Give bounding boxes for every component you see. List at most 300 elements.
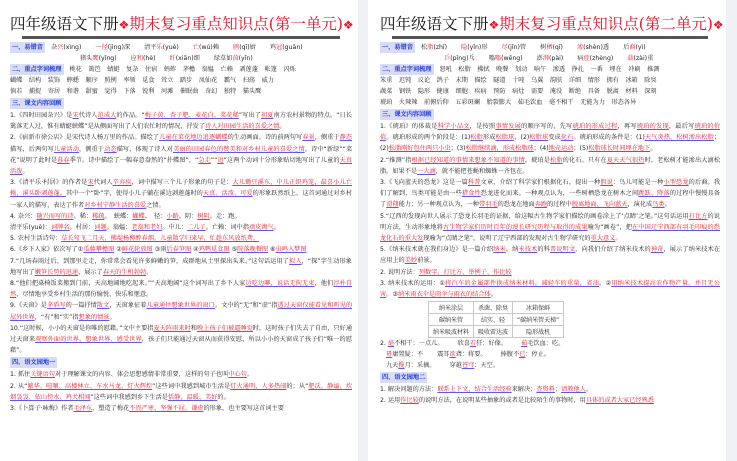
section-heading: 三、课文内容回顾 (382, 111, 432, 118)
highlighted-answer: 松脂继续滴，形成松脂球 (465, 145, 534, 153)
paragraph (10, 300, 352, 322)
vocab-word: 描绘 (474, 77, 487, 84)
paragraph (380, 155, 720, 177)
vocab-word: 照例 (104, 77, 117, 84)
text: 。稀： (73, 212, 93, 220)
highlighted-answer: 跳跃、降落 (638, 190, 670, 198)
text: 。 (273, 224, 280, 232)
highlighted-answer: 淳朴自然 (10, 280, 353, 299)
error-prone-char: 隐 (461, 44, 468, 51)
highlighted-answer: 已 (519, 351, 526, 359)
text: 鸡 (269, 44, 277, 51)
error-prone-char: 湃 (542, 55, 549, 62)
pronunciation-item (502, 42, 527, 53)
vocab-word: 详细 (568, 77, 582, 84)
highlighted-answer: 茅盾写 (47, 302, 66, 310)
highlighted-answer: 毛泽东 (73, 405, 93, 413)
text: 南方农村景物的特点。“日长篱落无人过，惟有蜻蜓蛱蝶”是从侧面写出了人们农忙时的情况，抒发了 (10, 112, 353, 131)
text: 的过程中慢慢具备了 (380, 190, 721, 209)
vocab-word: 催眠曲 (179, 88, 199, 95)
table-cell: 冰箱保鲜 (513, 302, 564, 314)
text: 代词人 (93, 179, 113, 187)
title-topic: 期末复习重点知识点(第一单元) (129, 15, 343, 33)
paragraph (10, 381, 352, 403)
text: 欣喜 (457, 340, 470, 348)
pronunciation-item (421, 42, 447, 53)
highlighted-answer: 瓜藤攀檐图 (83, 246, 115, 254)
page-unit-2 (368, 0, 726, 461)
diamond-icon: ❖ (488, 18, 500, 32)
text: 现喻为“点睛之笔”，说明了辽宁西部的发现对古生物学研究的 (423, 235, 591, 243)
text: 5.《纳米技术就在我们身边》是一篇介绍 (380, 246, 494, 254)
text: 8.“他们把桌椅饭菜搬到门前，天高地阔地吃起来。”“天高地阔”这个词写出了乡下人家 (10, 280, 246, 288)
vocab-word: 蟀蟋 (66, 77, 79, 84)
text: ，他们 (314, 280, 334, 288)
text: ：停止。 (525, 351, 551, 359)
error-prone-char: 载 (627, 55, 634, 62)
vocab-word: 蜻蜓 (107, 66, 120, 73)
text: 。 (279, 123, 286, 131)
text: 时，这时孩子们失去了自由，只好通过天窗来 (10, 324, 353, 344)
highlighted-answer: 将汽车的金属部件换成纳米材料，减轻车的重量，省油 (445, 279, 600, 287)
highlighted-answer: 松脂球长时间埋在地下 (588, 145, 651, 153)
pinyin: (yǐn)形 (467, 44, 488, 51)
highlighted-answer: 词牌名 (50, 224, 70, 232)
vocab-word: 鸽子 (436, 77, 449, 84)
vocab-word: 觉得 (104, 88, 117, 95)
text: ，孩子们只能通过天窗从而获得安慰，所以小小的天窗成了孩子们“唯一的慰藉”。 (10, 336, 353, 355)
vocab-word: 疾病 (474, 88, 487, 95)
pinyin: (qī) (552, 44, 563, 51)
vocab-word: 乌翼 (531, 77, 544, 84)
highlighted-answer: 恬静、温暖、美好 (167, 393, 218, 401)
text: ，塑造了梅花 (92, 405, 130, 413)
highlighted-answer: 茹 (521, 340, 528, 348)
pinyin: (pīng)乓 (450, 55, 475, 62)
pinyin: (yì) (635, 44, 646, 51)
vocab-word: 剥莲蓬 (239, 66, 258, 73)
vocab-word: 复杂 (126, 66, 139, 73)
vocab-word: 霸气 (223, 77, 237, 84)
title-topic: 期末复习重点知识点(第二单元) (499, 15, 713, 33)
vocab-word: 火辣辣 (398, 99, 418, 106)
text: ，是按照 (469, 123, 496, 130)
vocab-word: 桃花 (69, 66, 82, 73)
text: 之情。 (146, 201, 165, 209)
paragraph (380, 384, 720, 395)
word-meaning-row-2 (380, 349, 720, 360)
text: ”“ (210, 156, 218, 164)
highlighted-answer: 事情发展 (495, 123, 522, 130)
nano-application-table (428, 301, 564, 338)
highlighted-answer: 松脂球 (495, 134, 515, 142)
text: 。文中的“无”和“虚”指 (214, 302, 278, 310)
highlighted-answer: 二儿子 (187, 224, 206, 232)
text: ”这些词中我感到城市生活是 (152, 382, 231, 390)
table-cell: 碳纳米管 (429, 314, 474, 326)
text: ④ (191, 246, 199, 254)
word-meaning (437, 349, 487, 360)
error-prone-char: 症 (583, 55, 590, 62)
vocab-row-2 (380, 75, 720, 86)
highlighted-answer: 对乡村宁静生活的喜爱 (84, 201, 147, 209)
highlighted-answer: 具体的或者大家已经熟悉 (585, 397, 654, 405)
text: ”这两个动词十分形象贴切地写出了儿童的 (223, 156, 340, 164)
highlighted-answer: 假说 (600, 179, 613, 187)
text: 2.“推测”指 (380, 156, 412, 164)
page-title (10, 14, 352, 35)
highlighted-answer: 嫩笋长势的迅速 (34, 268, 79, 276)
highlighted-answer: 关键语句 (30, 371, 55, 379)
text: 。阴： (178, 212, 198, 220)
title-grade: 四年级语文下册 (10, 15, 119, 33)
paragraph (380, 177, 720, 211)
pronunciation-item (233, 42, 256, 53)
vocab-word: 一番 (590, 66, 603, 73)
text: ，就不能把苍蝇和蜘蛛一齐包在。 (435, 167, 529, 175)
vocab-word: 细胞 (455, 88, 468, 95)
text: 清平 (144, 44, 157, 51)
vocab-word: 觅食 (142, 77, 155, 84)
text: 。翁媪： (106, 224, 132, 232)
diamond-icon: ❖ (342, 18, 354, 32)
word-meaning (458, 338, 508, 349)
text: ，(2) (514, 134, 530, 142)
text: 能力；另一种观点认为，一种 (398, 201, 479, 209)
text: 嗡 (488, 55, 495, 62)
text: 来解决； (511, 386, 537, 394)
highlighted-answer: 儿童在菜花地边追逐蝴蝶 (159, 134, 228, 142)
word-meaning (450, 360, 500, 371)
table-cell: “碳纳米管天梯” (513, 314, 564, 326)
pronunciation-item (51, 42, 81, 53)
text: ⑥ (268, 246, 276, 254)
paragraph (10, 278, 352, 300)
pronunciation-item (80, 53, 117, 64)
highlighted-answer: 科学小品文 (437, 123, 470, 130)
vocab-word: 晚餐 (496, 66, 509, 73)
vocab-word: 结构 (28, 77, 42, 84)
vocab-word: 松脂 (458, 66, 471, 73)
highlighted-answer: 透过天窗仅能看见和听见的屋外世界 (10, 302, 353, 321)
highlighted-answer: 儿童活动 (53, 145, 79, 153)
highlighted-answer: 查资料 (536, 386, 555, 394)
vocab-word: 埋在 (609, 66, 622, 73)
text: 。 (664, 201, 671, 209)
text: 。③ (386, 291, 398, 299)
text: ，演化成 (627, 201, 653, 209)
text: 的说明方法，在说明某些抽象的或者是比较陌生的事物时，用 (418, 397, 586, 405)
text: ，侧重于 (78, 145, 105, 153)
vocab-word: 耸立 (161, 77, 174, 84)
error-prone-char: 鹰 (92, 55, 99, 62)
error-prone-char: 鸥 (233, 44, 240, 51)
pinyin: (hè) (143, 55, 156, 62)
vocab-word: 挣扎 (571, 66, 584, 73)
vocab-word: 十吨 (512, 77, 525, 84)
vocab-word: 材料 (625, 88, 638, 95)
text: 9.《天窗》是 (10, 302, 48, 310)
vocab-word: 议论 (417, 77, 431, 84)
text: 后 (623, 44, 630, 51)
highlighted-answer: 宋 (87, 179, 94, 187)
text: 5. 农村生活诗句： (10, 235, 62, 243)
text: 1.《琥珀》的体裁是 (380, 123, 438, 130)
error-prone-char: 乐 (156, 44, 163, 51)
highlighted-answer: 中心句 (228, 371, 247, 379)
highlighted-answer: 春天的生机勃勃 (102, 268, 147, 276)
vocab-word: 下落 (123, 88, 136, 95)
vocab-word: 帐篷 (264, 66, 277, 73)
text: 描写，后两句写 (10, 145, 54, 153)
vocab-word: 奇幻 (204, 88, 218, 95)
vocab-row-2 (10, 75, 352, 86)
highlighted-answer: 联系上下文，结合生活经验 (437, 386, 512, 394)
highlighted-answer: 琥珀的发现 (636, 123, 669, 130)
highlighted-answer: 虫鸣入梦图 (275, 246, 307, 254)
text: 澎 (536, 55, 543, 62)
pronunciation-item (540, 42, 563, 53)
highlighted-answer: 化石 (560, 134, 574, 142)
text: ③雨 (152, 246, 167, 254)
pronunciation-item (577, 53, 613, 64)
text: 杂 (50, 44, 58, 51)
highlighted-answer: 暮春 (57, 156, 70, 164)
text: ，向我们介绍了纳米技术的 (575, 246, 651, 254)
vocab-word: 威力 (261, 77, 274, 84)
text: 时，老松树才能渗出大滴松脂。如果不是 (380, 156, 721, 175)
highlighted-answer: 松脂球 (529, 134, 549, 142)
section-heading: 四、语文园地一 (12, 359, 56, 367)
text: 。琥珀是 (524, 156, 551, 164)
error-prone-char: 渗 (576, 44, 584, 51)
highlighted-answer: 在中国辽宁西部有羽毛印痕的恐龙化石的重大发 (380, 223, 720, 243)
vocab-word: 顺序 (85, 77, 98, 84)
text: 毛饮血：吃。 (527, 340, 565, 348)
vocab-word: 韵肤 (549, 77, 563, 84)
text: 。 (246, 371, 253, 379)
pinyin: (shèn)透 (583, 44, 610, 51)
highlighted-answer: 小型恐龙 (663, 179, 689, 187)
text: ”写出了 (238, 112, 261, 119)
highlighted-answer: 想象的情景 (78, 313, 110, 321)
text: 的；从“ (286, 382, 309, 390)
text: 。 (650, 145, 657, 153)
highlighted-answer: 拟人 (289, 257, 302, 265)
vocab-word: 推测 (647, 66, 660, 73)
vocab-word: 迟钝 (398, 77, 412, 84)
text: 。 (615, 235, 622, 243)
text: 6.《乡下人家》依次写了① (10, 246, 84, 254)
text: 和 (190, 324, 197, 332)
text: 。 (109, 313, 116, 321)
vocab-word: 五彩斑斓 (455, 99, 480, 106)
word-meaning (380, 338, 444, 349)
highlighted-answer: 毋 (386, 351, 393, 359)
vocab-word: 河滩 (161, 88, 174, 95)
highlighted-answer: 树阴 (197, 212, 210, 220)
vocab-word: 断绝 (568, 88, 582, 95)
text: 3.《卜算子·咏梅》作者 (10, 405, 74, 413)
highlighted-answer: 后春笋图 (166, 246, 192, 254)
highlighted-answer: 鲜花轮放图 (121, 246, 153, 254)
text: 不相干：一点儿。 (394, 340, 444, 348)
text: 。琥珀形成的条件是：(1) (573, 134, 645, 142)
pronunciation-item (489, 53, 523, 64)
highlighted-answer: 动态 (104, 145, 117, 153)
section-heading: 二、重点字词梳理 (12, 66, 62, 73)
vocab-word: 形态各异 (611, 99, 637, 106)
paragraph (10, 211, 352, 222)
text: 其中一个“卧”字，使得小儿子躺在溪边剥莲蓬时的 (65, 190, 203, 198)
vocab-word: 笨重 (380, 77, 393, 84)
text: 2. 从“ (10, 382, 28, 390)
text: 绿草如 (213, 55, 233, 62)
error-prone-char: 冠 (276, 44, 283, 51)
title-underline (392, 36, 708, 39)
pronunciation-item (623, 42, 646, 53)
text: ”这些词中我感到乡下生活是 (90, 393, 168, 401)
highlighted-answer: 松脂 (470, 134, 483, 142)
paragraph (10, 233, 352, 244)
paragraph (10, 369, 352, 380)
vocab-word: 蝴蝶 (10, 77, 23, 84)
highlighted-answer: 蝴蝶 (132, 212, 145, 220)
section-heading: 二、重点字词梳理 (382, 66, 432, 73)
text: 的形象，也主要写这首词主要 (203, 405, 284, 413)
text: 的。 (217, 393, 230, 401)
highlighted-answer: 奔跑 (534, 201, 548, 209)
vocab-word: 情形 (587, 77, 600, 84)
paragraph (10, 177, 352, 211)
text: 1. 解决问题的方法： (380, 386, 438, 394)
highlighted-answer: 大儿锄豆溪东，中儿正织鸡笼，最喜小儿亡赖，溪头卧剥莲蓬。 (10, 179, 353, 198)
text: 喻为“画卷”，把 (587, 223, 633, 231)
pronunciation-item (214, 53, 253, 64)
highlighted-answer: 夏天天气很热 (606, 156, 645, 164)
pinyin: (zhèng) (589, 55, 614, 62)
text: 的形象跃然纸上。这首词通过对乡村一家人的描写，表达了作者 (10, 190, 353, 209)
word-meaning (386, 360, 436, 371)
highlighted-answer: 夏天阵雨来时 (153, 324, 191, 332)
highlighted-answer: 鸡鸭觅食图 (198, 246, 230, 254)
text: ：天空。 (474, 362, 499, 370)
section-vocabulary (10, 64, 352, 75)
vocab-word: 凤仙花 (198, 77, 218, 84)
word-meaning-row-3 (380, 360, 720, 371)
highlighted-answer: 苍穹 (461, 362, 475, 370)
text: ；(4) (533, 145, 549, 153)
text: 。中儿： (162, 224, 188, 232)
vocab-word: 毫不相干 (548, 99, 574, 106)
text: 病 (577, 55, 584, 62)
highlighted-answer: 追 (217, 156, 224, 164)
text: ，再写 (617, 123, 637, 130)
text: 季节。诗中描绘了一幅春意盎然的“扑蝶图”，“ (69, 156, 199, 164)
highlighted-answer: 纳米 (493, 246, 506, 254)
text: 2. 说明方法： (380, 268, 419, 276)
text: 。② (599, 279, 612, 287)
text: 变成 (548, 134, 561, 142)
highlighted-answer: 静态 (339, 134, 353, 142)
text: ：鸟儿可能是一种 (612, 179, 664, 187)
text: 。 蛱蝶： (104, 212, 133, 220)
pinyin: (wēng) (501, 55, 523, 62)
text: ；(2) (380, 134, 721, 153)
highlighted-answer: 范成大 (97, 112, 117, 119)
word-meaning-row-1 (380, 338, 720, 349)
paragraph (380, 395, 720, 406)
vocab-word: 拥有 (606, 77, 619, 84)
highlighted-answer: 繁华、喧嚷、高楼林立、车水马龙、灯火辉煌 (27, 382, 153, 390)
vocab-row-3 (380, 86, 720, 97)
text: 4. 杂兴： (10, 212, 37, 220)
text: 庸置疑：不 (392, 351, 424, 359)
text: 3. 纳米技术的运用：① (380, 279, 446, 287)
highlighted-answer: 欲 (449, 351, 456, 359)
text: 的作品。“ (116, 112, 145, 119)
text: ，尽情地享受乡村生活的那份愉悦、快乐和惬意。 (16, 291, 153, 299)
highlighted-answer: 梅子黄、杏子肥、麦花白、菜花稀 (144, 112, 239, 119)
highlighted-answer: 松脂刚好包住两只小虫 (388, 145, 451, 153)
text: 松 (420, 44, 428, 51)
text: 九天 (386, 362, 399, 370)
pinyin: (zhī) (433, 44, 448, 51)
error-prone-char: 裔 (629, 44, 636, 51)
pronunciation-item (131, 53, 156, 64)
text: 月：采摘。 (404, 362, 436, 370)
pronunciation-item (461, 42, 488, 53)
vocab-word: 寄居 (47, 88, 61, 95)
text: ，“探”字生动形象地写出了 (10, 257, 352, 276)
text: 的过程中 (547, 201, 572, 209)
highlighted-answer: 重大意义 (590, 235, 616, 243)
vocab-word: 独特 (223, 88, 237, 95)
highlighted-answer: 初夏 (260, 112, 274, 119)
pronunciation-item (444, 53, 475, 64)
highlighted-answer: 边吃边聊，说话无拘无束 (245, 280, 315, 288)
highlighted-answer: 打比方 (688, 212, 708, 220)
highlighted-answer: 松脂 (550, 156, 563, 164)
text: 。琥珀形成的两个阶段是：(1) (386, 134, 471, 142)
section-pronunciation (380, 42, 720, 53)
page-title (380, 14, 724, 35)
highlighted-answer: 辛弃疾 (112, 179, 132, 187)
paragraph (380, 278, 720, 300)
text: 树 (540, 44, 547, 51)
highlighted-answer: 毫 (387, 340, 395, 348)
text: 描写，体现了诗人对 (116, 145, 174, 153)
text: ⑤ (229, 246, 238, 254)
pinyin: (zài)重 (633, 55, 654, 62)
highlighted-answer: 科普 (467, 179, 481, 187)
text: 3.《清平乐·村居》的作者是 (10, 179, 88, 187)
vocab-word: 倘若 (10, 88, 23, 95)
pronunciation-item (170, 53, 200, 64)
vocab-word: 健康 (436, 88, 449, 95)
highlighted-answer: 根据已经知道的事情来想象不知道的事情 (411, 156, 525, 164)
highlighted-answer: 随兴而写的诗 (36, 212, 74, 220)
highlighted-answer: 晚上孩子们被逼睡觉 (196, 324, 253, 332)
text: ；(5) (573, 145, 589, 153)
text: 10.“这时候，小小的天窗是你唯的慰藉。”文中主要指 (10, 324, 154, 332)
word-meaning (501, 349, 551, 360)
word-meaning (521, 338, 564, 349)
error-prone-char: 径 (101, 44, 108, 51)
text: 的生动画面。诗的前两句写 (227, 134, 303, 142)
text: ，最后写 (668, 123, 695, 130)
text: 1. 抓住 (10, 371, 31, 379)
